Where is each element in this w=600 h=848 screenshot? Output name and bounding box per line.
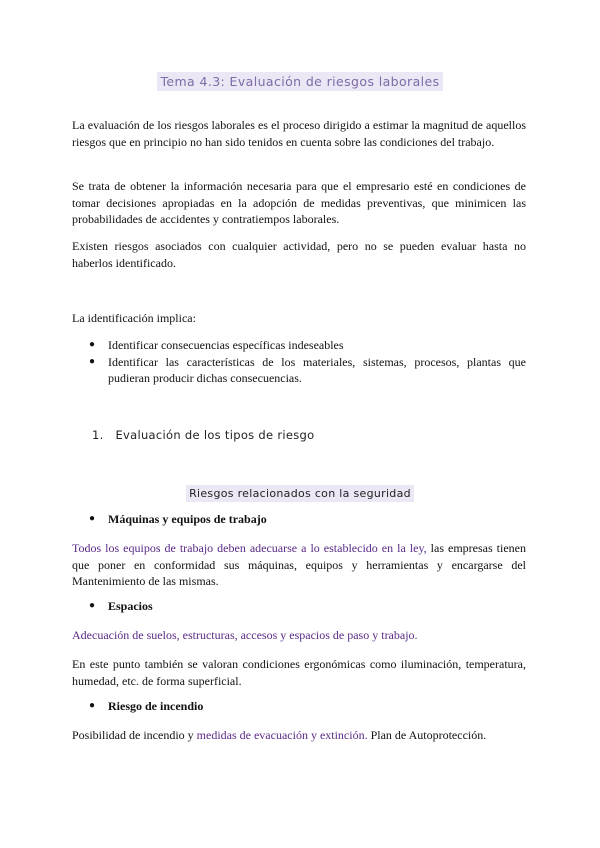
section-title: Evaluación de los tipos de riesgo xyxy=(115,428,315,442)
identification-list xyxy=(72,337,526,387)
highlight-text: Adecuación de suelos, estructuras, accesos y espacios de paso y trabajo. xyxy=(72,628,418,642)
heading-maquinas: ● Máquinas y equipos de trabajo xyxy=(89,512,267,526)
heading-incendio: ● Riesgo de incendio xyxy=(89,699,204,713)
subtitle-wrap xyxy=(0,484,600,502)
section-number: 1. xyxy=(92,428,104,442)
page-title: Tema 4.3: Evaluación de riesgos laborales xyxy=(157,72,442,91)
paragraph-maquinas: Todos los equipos de trabajo deben adecuarse a lo establecido en la ley, las empresas tienen que poner en conformidad sus máquinas, equipos y herramientas y encargarse del Mantenimiento de las mismas. xyxy=(72,541,526,588)
bullet-icon: ● xyxy=(89,355,96,367)
intro-paragraph-3: Existen riesgos asociados con cualquier actividad, pero no se pueden evaluar hasta no haberlos identificado. xyxy=(72,239,526,270)
paragraph-espacios xyxy=(72,627,526,644)
intro-paragraph-1: La evaluación de los riesgos laborales es el proceso dirigido a estimar la magnitud de aquellos riesgos que en principio no han sido tenidos en cuenta sobre las condiciones del trabajo. xyxy=(72,118,526,149)
identification-lead: La identificación implica: xyxy=(72,311,196,325)
paragraph-espacios-extra: En este punto también se valoran condiciones ergonómicas como iluminación, temperatura, humedad, etc. de forma superficial. xyxy=(72,657,526,688)
bullet-icon: ● xyxy=(89,600,96,611)
highlight-text: medidas de evacuación y extinción. xyxy=(196,728,368,742)
section-heading xyxy=(92,428,314,442)
subtitle: Riesgos relacionados con la seguridad xyxy=(186,485,414,502)
paragraph-incendio: Posibilidad de incendio y medidas de evacuación y extinción. Plan de Autoprotección. xyxy=(72,728,487,742)
heading-espacios: ● Espacios xyxy=(89,599,153,613)
list-item: ● Identificar consecuencias específicas indeseables xyxy=(89,338,344,352)
page-title-wrap xyxy=(0,73,600,91)
list-item: ● Identificar las características de los materiales, sistemas, procesos, plantas que pudieran producir dichas consecuencias. xyxy=(89,354,526,385)
bullet-icon: ● xyxy=(89,700,96,711)
bullet-icon: ● xyxy=(89,339,96,350)
intro-paragraph-2: Se trata de obtener la información necesaria para que el empresario esté en condiciones de tomar decisiones apropiadas en la adopción de medidas preventivas, que minimicen las probabilidades de accidentes y contratiempos laborales. xyxy=(72,179,526,226)
highlight-text: Todos los equipos de trabajo deben adecuarse a lo establecido en la ley, xyxy=(72,541,427,555)
bullet-icon: ● xyxy=(89,513,96,524)
